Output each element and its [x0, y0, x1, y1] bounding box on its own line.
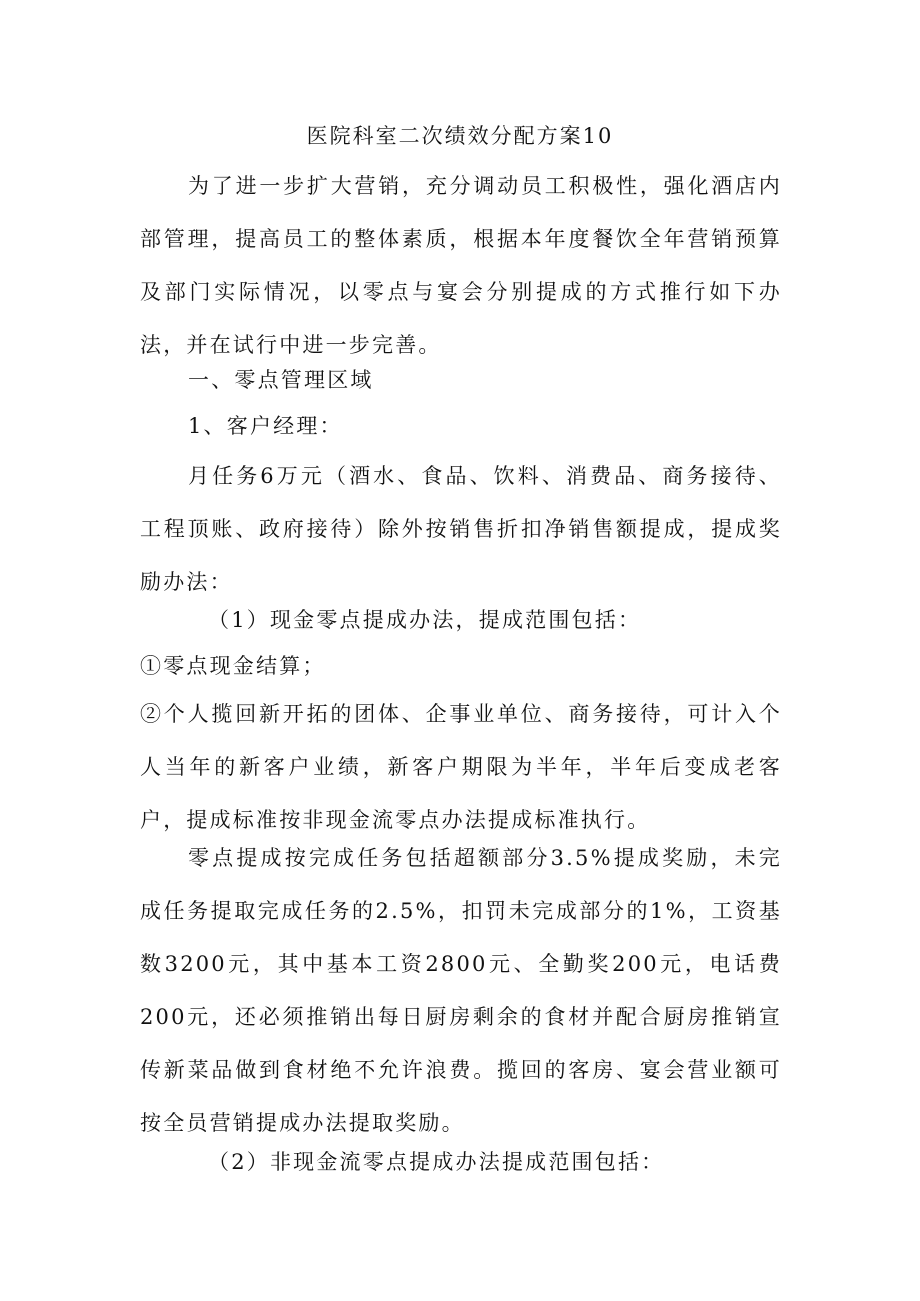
subsection-heading-customer-manager: 1、客户经理：: [188, 414, 343, 438]
list-item-1: ①零点现金结算；: [140, 654, 326, 678]
list-item-2: ②个人揽回新开拓的团体、企事业单位、商务接待，可计入个人当年的新客户业绩，新客户期限为半年，半年后变成老客户，提成标准按非现金流零点办法提成标准执行。: [140, 702, 782, 832]
paragraph-intro: 为了进一步扩大营销，充分调动员工积极性，强化酒店内部管理，提高员工的整体素质，根据本年度餐饮全年营销预算及部门实际情况，以零点与宴会分别提成的方式推行如下办法，并在试行中进一步完善。: [140, 174, 782, 357]
item-cash-commission-heading: （1）现金零点提成办法，提成范围包括：: [208, 608, 642, 632]
section-heading-1: 一、零点管理区域: [188, 368, 374, 392]
paragraph-monthly-task: 月任务6万元（酒水、食品、饮料、消费品、商务接待、工程顶账、政府接待）除外按销售折扣净销售额提成，提成奖励办法：: [140, 464, 782, 594]
document-title: 医院科室二次绩效分配方案10: [306, 124, 614, 148]
paragraph-commission-rules: 零点提成按完成任务包括超额部分3.5%提成奖励，未完成任务提取完成任务的2.5%，扣罚未完成部分的1%，工资基数3200元，其中基本工资2800元、全勤奖200元，电话费200元，还必须推销出每日厨房剩余的食材并配合厨房推销宣传新菜品做到食材绝不允许浪费。揽回的客房、宴会营业额可按全员营销提成办法提取奖励。: [140, 846, 782, 1135]
item-noncash-commission-heading: （2）非现金流零点提成办法提成范围包括：: [208, 1150, 665, 1174]
